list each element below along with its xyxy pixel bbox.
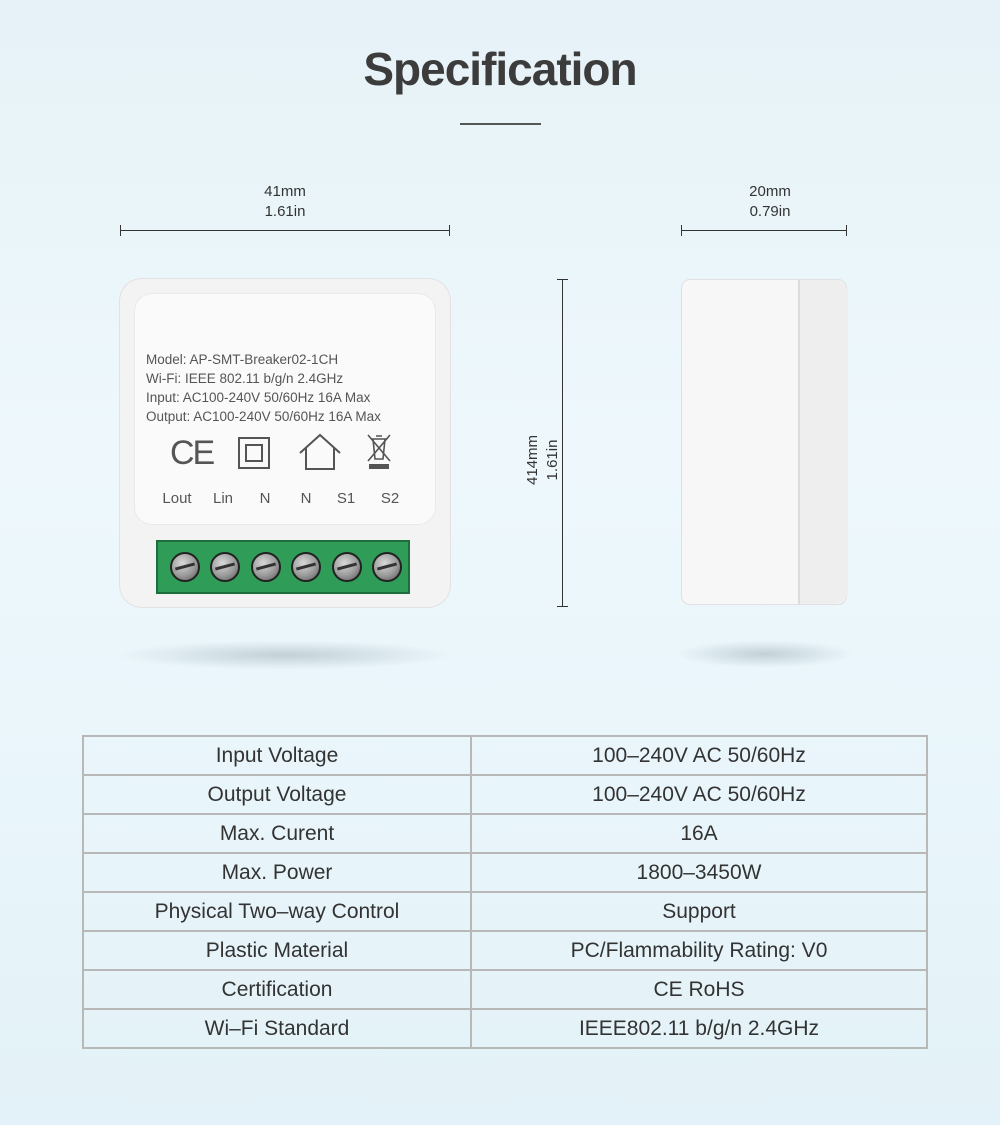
terminal-label-s1: S1 (336, 490, 356, 507)
depth-dimension-label (720, 182, 820, 222)
table-row (83, 775, 927, 814)
spec-value: 1800–3450W (471, 853, 927, 892)
side-view-shadow (675, 640, 855, 668)
table-row (83, 736, 927, 775)
terminal-block (156, 540, 410, 594)
table-row (83, 970, 927, 1009)
spec-label: Max. Curent (83, 814, 471, 853)
terminal-label-n2: N (300, 490, 312, 507)
front-view-shadow (115, 640, 455, 670)
height-mm: 414mm (524, 434, 541, 486)
terminal-screw (332, 552, 362, 582)
depth-mm: 20mm (749, 183, 791, 200)
weee-bin-icon (366, 433, 392, 471)
device-model: Model: AP-SMT-Breaker02-1CH (146, 352, 339, 367)
device-wifi: Wi-Fi: IEEE 802.11 b/g/n 2.4GHz (146, 371, 344, 386)
height-in: 1.61in (544, 439, 561, 481)
device-side-view (682, 280, 846, 604)
terminal-label-s2: S2 (380, 490, 400, 507)
terminal-label-lout: Lout (162, 490, 192, 507)
terminal-label-n1: N (259, 490, 271, 507)
width-dimension-line (120, 230, 450, 231)
side-cover (798, 280, 848, 604)
spec-label: Wi–Fi Standard (83, 1009, 471, 1048)
spec-value: 100–240V AC 50/60Hz (471, 775, 927, 814)
spec-label: Physical Two–way Control (83, 892, 471, 931)
terminal-screw (372, 552, 402, 582)
spec-label: Certification (83, 970, 471, 1009)
table-row (83, 814, 927, 853)
table-row (83, 892, 927, 931)
page-title: Specification (363, 43, 637, 95)
terminal-label-lin: Lin (212, 490, 234, 507)
spec-label: Output Voltage (83, 775, 471, 814)
device-front-view (120, 279, 450, 607)
spec-label: Max. Power (83, 853, 471, 892)
spec-value: 100–240V AC 50/60Hz (471, 736, 927, 775)
spec-value: 16A (471, 814, 927, 853)
double-insulation-icon (238, 437, 270, 469)
depth-in: 0.79in (749, 203, 791, 220)
terminal-screw (291, 552, 321, 582)
ce-mark-icon: CE (170, 434, 214, 472)
terminal-screw (210, 552, 240, 582)
spec-value: PC/Flammability Rating: V0 (471, 931, 927, 970)
device-output: Output: AC100-240V 50/60Hz 16A Max (146, 409, 381, 424)
spec-label: Plastic Material (83, 931, 471, 970)
height-dimension-label (523, 430, 563, 490)
side-body (682, 280, 798, 604)
spec-label: Input Voltage (83, 736, 471, 775)
indoor-use-house-icon (298, 433, 342, 471)
spec-table (82, 735, 928, 1049)
title-divider (460, 123, 541, 125)
depth-dimension-line (681, 230, 847, 231)
terminal-screw (170, 552, 200, 582)
device-input: Input: AC100-240V 50/60Hz 16A Max (146, 390, 371, 405)
spec-value: Support (471, 892, 927, 931)
table-row (83, 853, 927, 892)
width-dimension-label (235, 182, 335, 222)
spec-value: CE RoHS (471, 970, 927, 1009)
table-row (83, 931, 927, 970)
spec-value: IEEE802.11 b/g/n 2.4GHz (471, 1009, 927, 1048)
table-row (83, 1009, 927, 1048)
terminal-screw (251, 552, 281, 582)
width-in: 1.61in (264, 203, 306, 220)
width-mm: 41mm (264, 183, 306, 200)
